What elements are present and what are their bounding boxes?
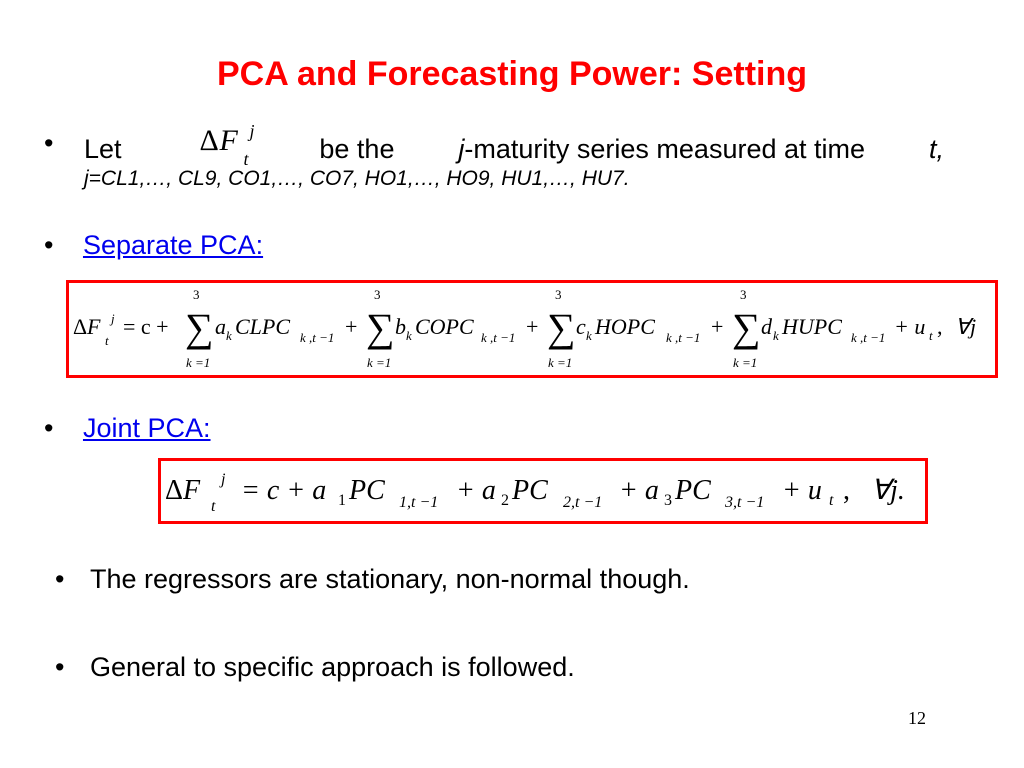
regressors-text: The regressors are stationary, non-normal though. xyxy=(89,564,690,594)
maturity-list: j=CL1,…, CL9, CO1,…, CO7, HO1,…, HO9, HU1,…, HU7. xyxy=(84,167,630,190)
sum2-upper: 3 xyxy=(374,287,381,302)
eq2-sub-t: t xyxy=(211,498,216,515)
bullet-marker: • xyxy=(44,413,54,443)
eq2-sup-j: j xyxy=(221,471,226,488)
term2-var: COPC xyxy=(415,314,474,339)
j-italic: j xyxy=(458,134,465,164)
bullet-marker: • xyxy=(55,652,65,682)
eq2-delta: Δ xyxy=(165,475,184,506)
sum4-upper: 3 xyxy=(740,287,747,302)
sum1-lower: k =1 xyxy=(186,355,211,370)
sum1-sigma-icon: ∑ xyxy=(185,305,214,350)
term1-idx: k ,t −1 xyxy=(300,330,335,345)
eq1-sub-t: t xyxy=(105,333,109,348)
pc1-idx: 1,t −1 xyxy=(399,494,439,511)
pc3-idx: 3,t −1 xyxy=(725,494,765,511)
let-word: Let xyxy=(84,134,122,164)
eq2-tail-u: + u xyxy=(782,475,822,506)
term3-idx: k ,t −1 xyxy=(666,330,701,345)
sum2-lower: k =1 xyxy=(367,355,392,370)
term4-coef-sub: k xyxy=(773,328,779,343)
sum3-sigma-icon: ∑ xyxy=(547,305,576,350)
term3-coef-sub: k xyxy=(586,328,592,343)
plus-2: + xyxy=(526,314,539,339)
a3-sub: 3 xyxy=(664,492,672,509)
bullet-separate-pca xyxy=(44,230,263,260)
eq2-tail-sub: t xyxy=(829,492,834,509)
term4-coef: d xyxy=(761,314,772,339)
maturity-phrase xyxy=(458,134,865,164)
plus-1: + xyxy=(345,314,358,339)
term2-idx: k ,t −1 xyxy=(481,330,516,345)
F-glyph: F xyxy=(219,124,238,157)
joint-pca-equation-box xyxy=(158,458,928,524)
eq1-delta: Δ xyxy=(73,314,88,339)
eq1-tail-sub: t xyxy=(929,328,933,343)
joint-pca-equation xyxy=(161,461,925,521)
eq2-equals-c-a: = c + a xyxy=(241,475,327,506)
eq1-sup-j: j xyxy=(111,311,115,326)
sum2-sigma-icon: ∑ xyxy=(366,305,395,350)
sum3-lower: k =1 xyxy=(548,355,573,370)
joint-pca-link[interactable]: Joint PCA: xyxy=(82,413,211,443)
bullet-approach xyxy=(55,652,575,682)
bullet-marker: • xyxy=(55,564,65,594)
term1-var: CLPC xyxy=(235,314,291,339)
delta-glyph: Δ xyxy=(199,124,219,157)
term3-coef: c xyxy=(576,314,586,339)
sum4-lower: k =1 xyxy=(733,355,758,370)
subscript-t: t xyxy=(243,149,249,169)
plus-3: + xyxy=(711,314,724,339)
maturity-text: -maturity series measured at time xyxy=(464,134,866,164)
a2-sub: 2 xyxy=(501,492,509,509)
separate-pca-link[interactable]: Separate PCA: xyxy=(82,230,264,260)
separate-pca-equation-box xyxy=(66,280,998,378)
sum3-upper: 3 xyxy=(555,287,562,302)
superscript-j: j xyxy=(249,121,255,141)
approach-text: General to specific approach is followed. xyxy=(89,652,575,682)
eq1-equals-c: = c + xyxy=(123,314,169,339)
term4-var: HUPC xyxy=(782,314,842,339)
eq2-F: F xyxy=(183,475,201,506)
delta-F-symbol xyxy=(185,121,255,169)
bullet-marker: • xyxy=(44,230,54,260)
pc1: PC xyxy=(349,475,385,506)
sum4-sigma-icon: ∑ xyxy=(732,305,761,350)
plus-a3: + a xyxy=(619,475,659,506)
term2-coef-sub: k xyxy=(406,328,412,343)
term1-coef: a xyxy=(215,314,226,339)
plus-a2: + a xyxy=(456,475,496,506)
page-number: 12 xyxy=(908,708,926,728)
bullet-joint-pca xyxy=(44,413,211,443)
term1-coef-sub: k xyxy=(226,328,232,343)
bullet-regressors xyxy=(55,564,690,594)
sum1-upper: 3 xyxy=(193,287,200,302)
be-the-text: be the xyxy=(319,134,395,164)
t-italic: t, xyxy=(928,134,944,164)
a1-sub: 1 xyxy=(338,492,346,509)
eq1-tail-u: + u xyxy=(894,314,926,339)
definition-line xyxy=(84,121,944,169)
eq1-comma: , xyxy=(937,314,943,339)
pc3: PC xyxy=(675,475,711,506)
separate-pca-equation xyxy=(69,283,995,375)
pc2: PC xyxy=(512,475,548,506)
eq2-forall: ∀j. xyxy=(871,475,905,506)
eq2-comma: , xyxy=(843,475,850,506)
term2-coef: b xyxy=(395,314,406,339)
eq1-F: F xyxy=(87,314,101,339)
term3-var: HOPC xyxy=(595,314,655,339)
slide-title: PCA and Forecasting Power: Setting xyxy=(216,55,808,93)
eq1-forall: ∀j xyxy=(955,314,977,339)
pc2-idx: 2,t −1 xyxy=(563,494,603,511)
term4-idx: k ,t −1 xyxy=(851,330,886,345)
bullet-marker: • xyxy=(44,128,54,158)
